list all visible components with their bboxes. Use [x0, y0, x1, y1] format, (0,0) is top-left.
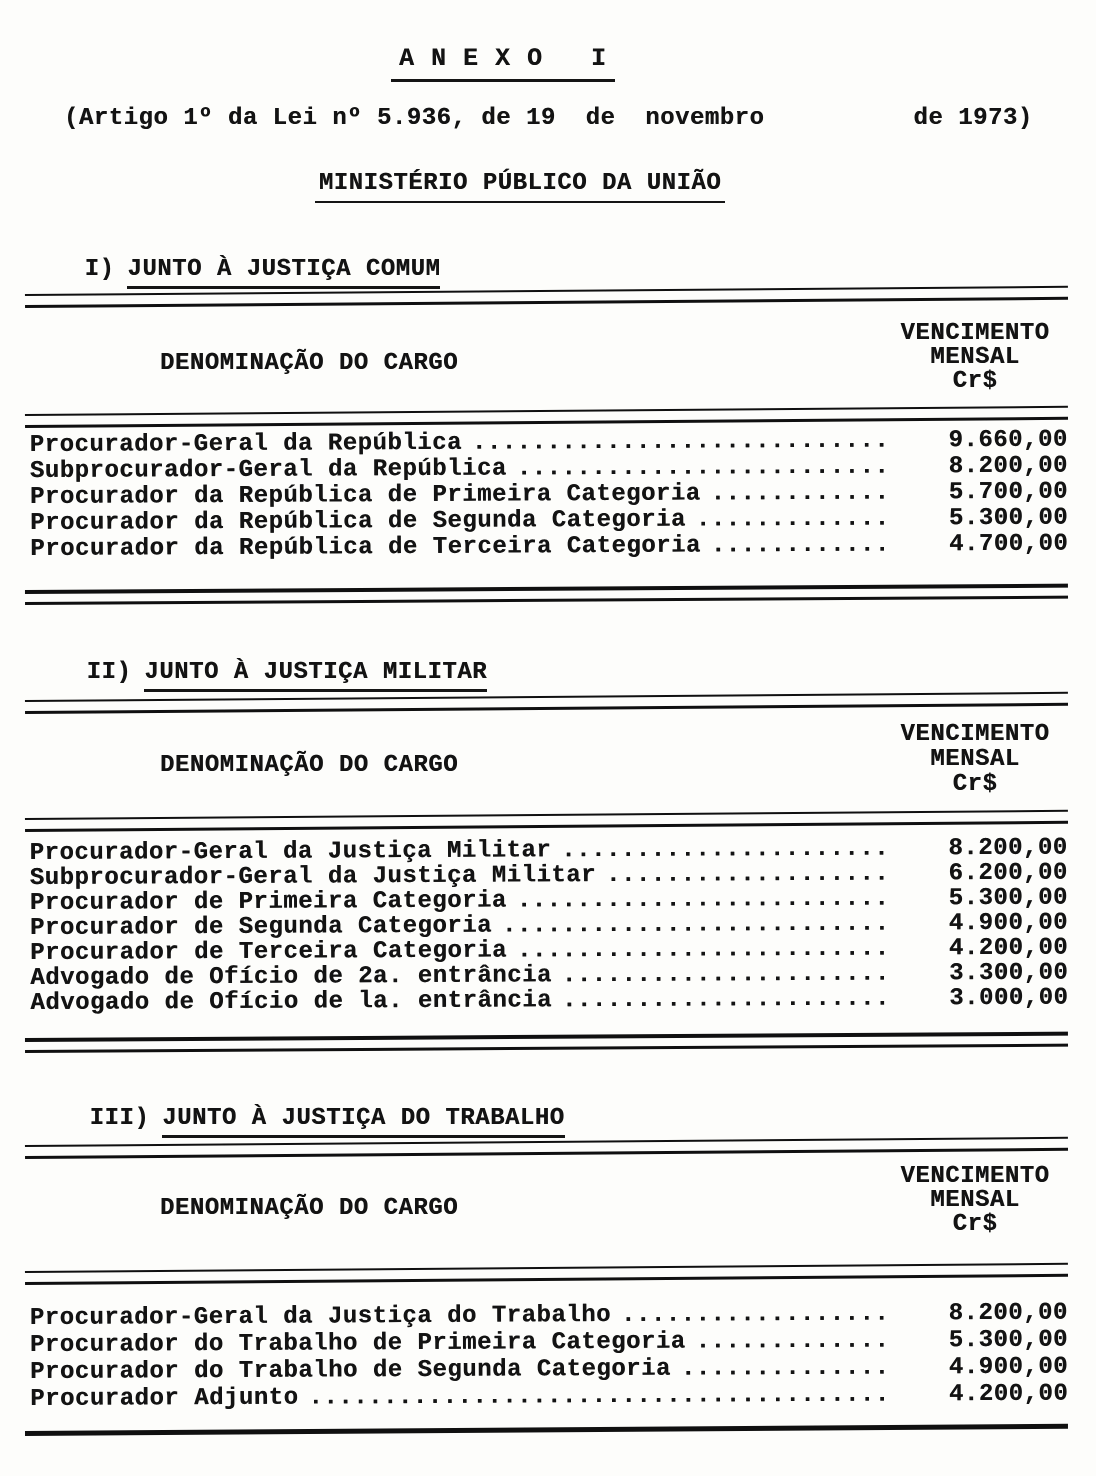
row-value: 8.200,00 — [948, 1299, 1068, 1328]
table-rows — [30, 1300, 1069, 1413]
vencimento-line: Cr$ — [952, 368, 998, 395]
section-number: I) — [84, 256, 115, 283]
column-header-vencimento — [884, 722, 1066, 797]
row-label: Procurador de Terceira Categoria — [30, 937, 508, 967]
table-rule-bottom — [25, 584, 1068, 605]
organization-title — [0, 170, 1096, 203]
row-value: 8.200,00 — [948, 834, 1068, 863]
row-label: Procurador da República de Terceira Categoria — [30, 532, 701, 563]
row-label: Advogado de Ofício de 2a. entrância — [30, 962, 552, 992]
organization-title-text: MINISTÉRIO PÚBLICO DA UNIÃO — [315, 170, 725, 203]
salary-table-justica-militar — [25, 698, 1068, 1050]
row-value: 4.200,00 — [948, 1380, 1069, 1409]
row-value: 3.300,00 — [948, 959, 1069, 988]
table-row — [30, 531, 1068, 562]
row-value: 5.300,00 — [948, 504, 1069, 533]
dot-leader — [308, 1382, 884, 1412]
dot-leader — [517, 454, 884, 483]
row-value: 4.200,00 — [948, 934, 1069, 963]
table-rows — [30, 835, 1069, 1015]
row-value: 6.200,00 — [948, 859, 1068, 888]
vencimento-line: Cr$ — [952, 1211, 998, 1238]
row-label: Procurador da República de Primeira Categoria — [29, 480, 701, 511]
column-header-cargo: DENOMINAÇÃO DO CARGO — [160, 752, 459, 779]
table-rule-bottom — [25, 1032, 1068, 1053]
salary-table-justica-trabalho — [25, 1143, 1068, 1443]
salary-table-justica-comum — [25, 292, 1068, 614]
dot-leader — [696, 506, 884, 534]
row-label: Procurador de Primeira Categoria — [29, 887, 507, 918]
row-label: Subprocurador-Geral da República — [29, 455, 507, 486]
column-header-cargo: DENOMINAÇÃO DO CARGO — [160, 350, 459, 377]
vencimento-line: MENSAL — [930, 344, 1020, 371]
dot-leader — [472, 428, 884, 457]
table-rule-header-bottom — [25, 810, 1068, 832]
section-number: II) — [86, 659, 132, 686]
row-value: 9.660,00 — [948, 426, 1068, 455]
section-label: JUNTO À JUSTIÇA COMUM — [127, 256, 440, 289]
dot-leader — [696, 1328, 884, 1356]
vencimento-line: VENCIMENTO — [900, 1163, 1050, 1190]
table-row — [30, 985, 1068, 1015]
row-value: 4.900,00 — [948, 1353, 1069, 1382]
section-label: JUNTO À JUSTIÇA MILITAR — [144, 659, 487, 692]
row-value: 5.300,00 — [948, 1326, 1068, 1355]
row-label: Procurador-Geral da Justiça do Trabalho — [29, 1301, 612, 1333]
row-value: 5.700,00 — [948, 478, 1069, 507]
section-number: III) — [89, 1105, 150, 1132]
law-reference: (Artigo 1º da Lei nº 5.936, de 19 de novembro de 1973) — [64, 105, 1033, 132]
vencimento-line: Cr$ — [952, 771, 998, 798]
table-rule-header-bottom — [25, 406, 1068, 428]
vencimento-line: MENSAL — [930, 746, 1020, 773]
row-value: 5.300,00 — [948, 884, 1068, 913]
row-value: 8.200,00 — [948, 452, 1068, 481]
table-row — [30, 1381, 1068, 1413]
row-label: Procurador do Trabalho de Segunda Categoria — [30, 1355, 671, 1386]
row-label: Procurador da República de Segunda Categoria — [30, 506, 686, 537]
row-value: 4.900,00 — [948, 909, 1069, 938]
column-header-cargo: DENOMINAÇÃO DO CARGO — [160, 1195, 459, 1222]
row-label: Procurador-Geral da República — [29, 429, 462, 460]
page-bottom-rule — [25, 1424, 1068, 1436]
dot-leader — [681, 1355, 884, 1383]
row-label: Procurador de Segunda Categoria — [29, 912, 493, 942]
table-rows — [30, 427, 1069, 562]
dot-leader — [562, 986, 885, 1015]
column-header-vencimento — [884, 1165, 1066, 1237]
table-rule-header-bottom — [25, 1263, 1068, 1285]
row-label: Procurador Adjunto — [30, 1384, 299, 1413]
dot-leader — [711, 532, 885, 560]
vencimento-line: VENCIMENTO — [900, 721, 1050, 748]
column-header-vencimento — [884, 322, 1066, 394]
vencimento-line: MENSAL — [930, 1187, 1020, 1214]
section-label: JUNTO À JUSTIÇA DO TRABALHO — [162, 1105, 564, 1138]
page-title — [0, 44, 1096, 82]
dot-leader — [711, 480, 885, 508]
row-label: Advogado de Ofício de la. entrância — [30, 987, 553, 1017]
dot-leader — [621, 1301, 884, 1329]
vencimento-line: VENCIMENTO — [900, 320, 1050, 347]
page-title-text: A N E X O I — [391, 44, 615, 82]
row-label: Procurador-Geral da Justiça Militar — [29, 837, 552, 868]
row-value: 4.700,00 — [948, 530, 1069, 559]
row-label: Procurador do Trabalho de Primeira Categoria — [29, 1328, 686, 1359]
dot-leader — [606, 861, 884, 889]
row-label: Subprocurador-Geral da Justiça Militar — [29, 862, 597, 893]
row-value: 3.000,00 — [949, 984, 1069, 1013]
